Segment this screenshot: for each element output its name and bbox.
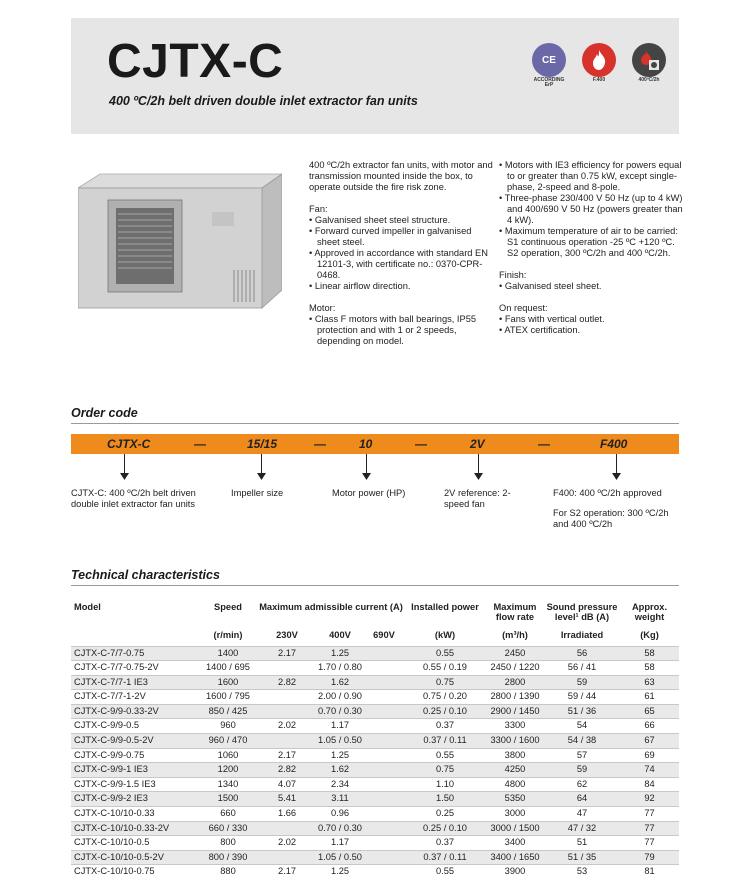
list-item: • Fans with vertical outlet.: [499, 314, 683, 325]
unit-power: (kW): [434, 630, 456, 640]
table-cell-a690: [364, 646, 404, 661]
table-cell-kg: 65: [620, 704, 679, 719]
table-cell-flow: 3400: [486, 836, 544, 851]
table-cell-a400: 1.25: [316, 748, 364, 763]
table-row: [71, 763, 679, 778]
code-separator: —: [194, 437, 206, 451]
table-cell-db: 47 / 32: [544, 821, 620, 836]
unit-690v: 690V: [373, 630, 395, 640]
table-row: [71, 661, 679, 676]
table-cell-kg: 66: [620, 719, 679, 734]
table-cell-a400: 1.25: [316, 646, 364, 661]
table-cell-kg: 84: [620, 777, 679, 792]
product-image: [78, 170, 282, 318]
table-cell-model: CJTX-C-9/9-0.5: [71, 719, 198, 734]
header-sound: Sound pressure level¹ dB (A): [546, 602, 618, 622]
table-cell-kw: 0.25 / 0.10: [404, 821, 486, 836]
table-row: [71, 865, 679, 879]
unit-weight: (Kg): [640, 630, 659, 640]
table-cell-kg: 77: [620, 821, 679, 836]
table-row: [71, 704, 679, 719]
table-cell-a230: 2.02: [258, 836, 316, 851]
table-cell-kg: 77: [620, 836, 679, 851]
table-cell-kw: 0.55: [404, 748, 486, 763]
table-cell-kw: 0.25 / 0.10: [404, 704, 486, 719]
table-cell-model: CJTX-C-10/10-0.33: [71, 807, 198, 822]
unit-speed: (r/min): [213, 630, 243, 640]
table-cell-a230: 2.17: [258, 865, 316, 879]
arrow-down-icon: [474, 454, 483, 480]
table-cell-a690: [364, 675, 404, 690]
table-cell-a690: [364, 821, 404, 836]
table-row: [71, 807, 679, 822]
table-cell-db: 51: [544, 836, 620, 851]
fire-caption: F.400: [592, 77, 606, 83]
list-item: • Galvanised sheet steel structure.: [309, 215, 493, 226]
table-cell-kw: 0.55: [404, 865, 486, 879]
table-cell-flow: 3900: [486, 865, 544, 879]
table-cell-model: CJTX-C-10/10-0.75: [71, 865, 198, 879]
table-cell-model: CJTX-C-9/9-1.5 IE3: [71, 777, 198, 792]
table-cell-speed: 880: [198, 865, 258, 879]
code-label-impeller: Impeller size: [231, 488, 284, 498]
request-heading: On request:: [499, 303, 548, 313]
description-column-right: [499, 160, 683, 347]
table-cell-a400: 0.70 / 0.30: [316, 821, 364, 836]
technical-divider: [71, 585, 679, 586]
table-cell-model: CJTX-C-9/9-0.75: [71, 748, 198, 763]
table-cell-kg: 67: [620, 734, 679, 749]
list-item: • Three-phase 230/400 V 50 Hz (up to 4 kW) and 400/690 V 50 Hz (powers greater than 4 kW).: [499, 193, 683, 226]
table-cell-speed: 1400: [198, 646, 258, 661]
table-cell-db: 64: [544, 792, 620, 807]
table-cell-db: 59: [544, 763, 620, 778]
table-cell-a400: 1.25: [316, 865, 364, 879]
table-cell-db: 56 / 41: [544, 661, 620, 676]
finish-list: [499, 281, 683, 292]
code-label-motor: Motor power (HP): [332, 488, 406, 498]
table-cell-db: 59 / 44: [544, 690, 620, 705]
table-cell-a230: 2.17: [258, 646, 316, 661]
fire-fan-caption: 400ºC/2h: [638, 77, 660, 83]
table-cell-a230: [258, 704, 316, 719]
table-cell-kw: 0.37 / 0.11: [404, 734, 486, 749]
table-cell-a400: 2.34: [316, 777, 364, 792]
table-cell-speed: 1600 / 795: [198, 690, 258, 705]
code-label-speed: 2V reference: 2-speed fan: [444, 488, 511, 509]
ce-mark: CE: [542, 54, 556, 66]
table-cell-a400: 1.62: [316, 675, 364, 690]
arrow-down-icon: [612, 454, 621, 480]
table-cell-a690: [364, 661, 404, 676]
table-cell-kw: 0.37: [404, 836, 486, 851]
table-row: [71, 646, 679, 661]
table-cell-a230: [258, 690, 316, 705]
order-code-title: Order code: [71, 406, 138, 420]
table-cell-kw: 1.10: [404, 777, 486, 792]
list-item: • Approved in accordance with standard EN 12101-3, with certificate no.: 0370-CPR-0468.: [309, 248, 493, 281]
table-cell-speed: 960 / 470: [198, 734, 258, 749]
arrow-down-icon: [362, 454, 371, 480]
table-cell-a230: 2.17: [258, 748, 316, 763]
motor-list-continued: [499, 160, 683, 259]
list-item: • Class F motors with ball bearings, IP55 protection and with 1 or 2 speeds, depending on model.: [309, 314, 493, 347]
intro-text: 400 ºC/2h extractor fan units, with motor and transmission mounted inside the box, to operate outside the fire risk zone.: [309, 160, 493, 192]
table-cell-a400: 1.17: [316, 836, 364, 851]
table-cell-flow: 5350: [486, 792, 544, 807]
table-cell-a230: [258, 661, 316, 676]
table-row: [71, 734, 679, 749]
header-model: Model: [74, 602, 101, 612]
table-cell-a230: [258, 850, 316, 865]
table-cell-kw: 0.25: [404, 807, 486, 822]
table-cell-model: CJTX-C-10/10-0.5-2V: [71, 850, 198, 865]
table-cell-kg: 74: [620, 763, 679, 778]
table-row: [71, 719, 679, 734]
table-cell-db: 57: [544, 748, 620, 763]
table-cell-kg: 79: [620, 850, 679, 865]
table-cell-kg: 58: [620, 661, 679, 676]
table-cell-speed: 800 / 390: [198, 850, 258, 865]
table-cell-a400: 1.70 / 0.80: [316, 661, 364, 676]
page-subtitle: 400 ºC/2h belt driven double inlet extractor fan units: [109, 94, 418, 108]
table-cell-kw: 0.75: [404, 675, 486, 690]
table-cell-flow: 2450 / 1220: [486, 661, 544, 676]
table-cell-flow: 4250: [486, 763, 544, 778]
code-part-approval: F400: [600, 437, 628, 451]
table-cell-a400: 1.62: [316, 763, 364, 778]
table-row: [71, 850, 679, 865]
table-cell-model: CJTX-C-10/10-0.5: [71, 836, 198, 851]
order-code-bar: [71, 434, 679, 454]
table-cell-a400: 1.05 / 0.50: [316, 850, 364, 865]
table-cell-speed: 1500: [198, 792, 258, 807]
table-cell-flow: 3000 / 1500: [486, 821, 544, 836]
code-separator: —: [538, 437, 550, 451]
table-cell-flow: 2900 / 1450: [486, 704, 544, 719]
table-cell-a400: 1.05 / 0.50: [316, 734, 364, 749]
table-cell-a690: [364, 704, 404, 719]
header-panel: [71, 18, 679, 134]
list-item: • Forward curved impeller in galvanised sheet steel.: [309, 226, 493, 248]
header-speed: Speed: [214, 602, 242, 612]
motor-heading: Motor:: [309, 303, 336, 313]
table-cell-kw: 0.55 / 0.19: [404, 661, 486, 676]
table-cell-db: 47: [544, 807, 620, 822]
table-cell-kw: 0.55: [404, 646, 486, 661]
arrow-down-icon: [120, 454, 129, 480]
code-part-speed: 2V: [470, 437, 485, 451]
table-cell-a690: [364, 850, 404, 865]
table-cell-kw: 0.37: [404, 719, 486, 734]
table-cell-a690: [364, 777, 404, 792]
table-cell-kw: 1.50: [404, 792, 486, 807]
table-cell-speed: 660 / 330: [198, 821, 258, 836]
table-cell-a230: 5.41: [258, 792, 316, 807]
table-cell-speed: 1600: [198, 675, 258, 690]
table-cell-kg: 92: [620, 792, 679, 807]
table-cell-a400: 0.70 / 0.30: [316, 704, 364, 719]
description-column-left: [309, 160, 493, 358]
table-cell-speed: 1060: [198, 748, 258, 763]
table-cell-model: CJTX-C-7/7-0.75: [71, 646, 198, 661]
table-cell-speed: 660: [198, 807, 258, 822]
table-cell-speed: 1200: [198, 763, 258, 778]
table-row: [71, 792, 679, 807]
table-cell-db: 51 / 36: [544, 704, 620, 719]
table-row: [71, 777, 679, 792]
list-item: • Linear airflow direction.: [309, 281, 493, 292]
code-part-motor: 10: [359, 437, 373, 451]
table-row: [71, 836, 679, 851]
table-cell-flow: 3400 / 1650: [486, 850, 544, 865]
table-cell-a230: 1.66: [258, 807, 316, 822]
table-cell-a690: [364, 719, 404, 734]
table-cell-db: 56: [544, 646, 620, 661]
table-cell-a690: [364, 748, 404, 763]
motor-list: [309, 314, 493, 347]
table-cell-model: CJTX-C-9/9-1 IE3: [71, 763, 198, 778]
table-cell-flow: 3300 / 1600: [486, 734, 544, 749]
table-cell-a230: 2.82: [258, 675, 316, 690]
ce-erp-icon: [529, 43, 569, 87]
code-label-approval: F400: 400 ºC/2h approved: [553, 488, 662, 498]
table-cell-kg: 58: [620, 646, 679, 661]
code-separator: —: [314, 437, 326, 451]
ce-erp-caption: ACCORDING ErP: [533, 77, 565, 89]
table-cell-model: CJTX-C-9/9-0.33-2V: [71, 704, 198, 719]
table-cell-a690: [364, 763, 404, 778]
table-cell-db: 53: [544, 865, 620, 879]
table-row: [71, 821, 679, 836]
table-cell-a690: [364, 792, 404, 807]
table-cell-model: CJTX-C-10/10-0.33-2V: [71, 821, 198, 836]
header-flow: Maximum flow rate: [493, 602, 537, 622]
table-cell-db: 59: [544, 675, 620, 690]
table-cell-kg: 63: [620, 675, 679, 690]
header-power: Installed power: [411, 602, 479, 612]
table-cell-a400: 0.96: [316, 807, 364, 822]
table-row: [71, 675, 679, 690]
table-cell-a400: 1.17: [316, 719, 364, 734]
table-cell-a400: 3.11: [316, 792, 364, 807]
table-cell-kw: 0.75 / 0.20: [404, 690, 486, 705]
table-cell-speed: 1340: [198, 777, 258, 792]
list-item: • Maximum temperature of air to be carried: S1 continuous operation -25 ºC +120 ºC. S2 operation, 300 ºC/2h and 400 ºC/2h.: [499, 226, 683, 259]
table-cell-db: 51 / 35: [544, 850, 620, 865]
table-cell-kg: 77: [620, 807, 679, 822]
table-row: [71, 690, 679, 705]
fan-list: [309, 215, 493, 292]
table-cell-model: CJTX-C-7/7-0.75-2V: [71, 661, 198, 676]
list-item: • ATEX certification.: [499, 325, 683, 336]
unit-230v: 230V: [276, 630, 298, 640]
technical-table: [71, 602, 679, 879]
table-cell-a690: [364, 865, 404, 879]
table-cell-model: CJTX-C-7/7-1-2V: [71, 690, 198, 705]
order-code-divider: [71, 423, 679, 424]
table-cell-a230: [258, 734, 316, 749]
page-title: CJTX-C: [107, 35, 284, 88]
certification-badges: [529, 43, 669, 87]
table-cell-flow: 2800 / 1390: [486, 690, 544, 705]
table-cell-model: CJTX-C-7/7-1 IE3: [71, 675, 198, 690]
fan-heading: Fan:: [309, 204, 328, 214]
table-cell-a230: 2.82: [258, 763, 316, 778]
table-cell-flow: 3300: [486, 719, 544, 734]
table-cell-a230: [258, 821, 316, 836]
table-cell-flow: 3000: [486, 807, 544, 822]
arrow-down-icon: [257, 454, 266, 480]
list-item: • Galvanised steel sheet.: [499, 281, 683, 292]
table-cell-flow: 2450: [486, 646, 544, 661]
table-row: [71, 748, 679, 763]
table-cell-a690: [364, 807, 404, 822]
table-cell-a690: [364, 836, 404, 851]
fire-icon: [579, 43, 619, 87]
table-cell-flow: 3800: [486, 748, 544, 763]
unit-400v: 400V: [329, 630, 351, 640]
table-cell-speed: 960: [198, 719, 258, 734]
table-cell-a230: 4.07: [258, 777, 316, 792]
table-cell-speed: 800: [198, 836, 258, 851]
code-part-series: CJTX-C: [107, 437, 151, 451]
code-label-series: CJTX-C: 400 ºC/2h belt driven double inlet extractor fan units: [71, 488, 196, 509]
table-cell-model: CJTX-C-9/9-0.5-2V: [71, 734, 198, 749]
table-cell-model: CJTX-C-9/9-2 IE3: [71, 792, 198, 807]
table-cell-kw: 0.37 / 0.11: [404, 850, 486, 865]
table-cell-kg: 61: [620, 690, 679, 705]
table-cell-a690: [364, 690, 404, 705]
request-list: [499, 314, 683, 336]
code-separator: —: [415, 437, 427, 451]
table-cell-db: 62: [544, 777, 620, 792]
table-cell-a230: 2.02: [258, 719, 316, 734]
unit-flow: (m³/h): [502, 630, 528, 640]
finish-heading: Finish:: [499, 270, 527, 280]
unit-sound: Irradiated: [560, 630, 604, 640]
table-cell-kg: 81: [620, 865, 679, 879]
table-cell-a400: 2.00 / 0.90: [316, 690, 364, 705]
code-label-s2: For S2 operation: 300 ºC/2h and 400 ºC/2h: [553, 508, 669, 529]
table-cell-flow: 2800: [486, 675, 544, 690]
table-cell-flow: 4800: [486, 777, 544, 792]
table-cell-db: 54 / 38: [544, 734, 620, 749]
table-cell-speed: 850 / 425: [198, 704, 258, 719]
header-weight: Approx. weight: [631, 602, 668, 622]
table-cell-db: 54: [544, 719, 620, 734]
list-item: • Motors with IE3 efficiency for powers equal to or greater than 0.75 kW, except single-phase, 2-speed and 8-pole.: [499, 160, 683, 193]
table-cell-a690: [364, 734, 404, 749]
table-cell-kg: 69: [620, 748, 679, 763]
header-current: Maximum admissible current (A): [259, 602, 403, 612]
code-part-impeller: 15/15: [247, 437, 278, 451]
table-cell-speed: 1400 / 695: [198, 661, 258, 676]
technical-title: Technical characteristics: [71, 568, 220, 582]
table-cell-kw: 0.75: [404, 763, 486, 778]
fire-fan-icon: [629, 43, 669, 87]
